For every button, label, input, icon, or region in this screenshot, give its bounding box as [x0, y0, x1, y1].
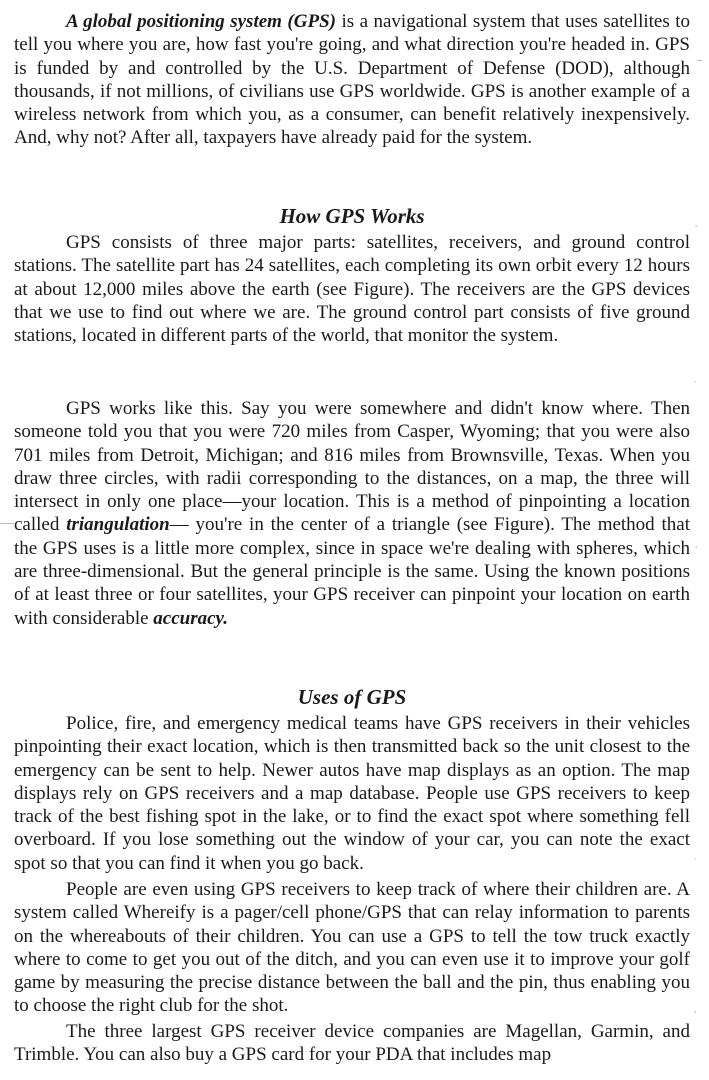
paragraph-text: GPS works like this. Say you were somewhere and didn't know where. Then someone told you that you were 720 miles from Casper, Wyoming; that you were also 701 miles from Detroit, Michigan; and 816 miles from Brownsville, Texas. When you draw three circles, with radii corresponding to the distances, on a map, the three will intersect in only one place—your location. This is a method of pinpointing a location called [14, 398, 690, 536]
scan-artifact [0, 523, 14, 524]
intro-term: A global positioning system (GPS) [66, 11, 336, 32]
term-accuracy: accuracy. [153, 607, 229, 629]
scan-speck: ' [695, 545, 698, 554]
paragraph-text: — you're in the center of a triangle (see Figure). The method that the GPS uses is a little more complex, since in space we're dealing with spheres, which are three-dimensional. But the general principle is the same. Using the known positions of at least three or four satellites, your GPS receiver can pinpoint your location on earth with considerable [14, 514, 691, 629]
term-triangulation: triangulation [66, 514, 170, 536]
how-gps-works-paragraph-1: GPS consists of three major parts: satellites, receivers, and ground control stations. The satellite part has 24 satellites, each completing its own orbit every 12 hours at about 12,000 miles above the earth (see Figure). The receivers are the GPS devices that we use to find out where we are. The ground control part consists of five ground stations, located in different parts of the world, that monitor the system. [14, 232, 690, 347]
uses-of-gps-paragraph-3: The three largest GPS receiver device companies are Magellan, Garmin, and Trimble. You can also buy a GPS card for your PDA that includes map [14, 1021, 690, 1066]
intro-paragraph [14, 10, 690, 150]
how-gps-works-paragraph-2 [14, 397, 690, 630]
section-heading-uses-of-gps: Uses of GPS [297, 685, 407, 709]
scan-speck: ' [695, 224, 698, 233]
scan-speck: · [694, 855, 697, 864]
intro-text: is a navigational system that uses satellites to tell you where you are, how fast you're going, and what direction you're headed in. GPS is funded by and controlled by the U.S. Department of Defense (DOD), although thousands, if not millions, of civilians use GPS worldwide. GPS is another example of a wireless network from which you, as a consumer, can benefit relatively inexpensively. And, why not? After all, taxpayers have already paid for the system. [14, 11, 690, 149]
scan-speck: · [694, 378, 697, 387]
uses-of-gps-paragraph-1: Police, fire, and emergency medical teams have GPS receivers in their vehicles pinpointing their exact location, which is then transmitted back so the unit closest to the emergency can be sent to help. Newer autos have map displays as an option. The map displays rely on GPS receivers and a map database. People use GPS receivers to keep track of the best fishing spot in the lake, or to find the exact spot where something fell overboard. If you lose something out the window of your car, you can note the exact spot so that you can find it when you go back. [14, 713, 690, 874]
section-heading-how-gps-works: How GPS Works [279, 204, 425, 228]
uses-of-gps-paragraph-2: People are even using GPS receivers to keep track of where their children are. A system called Whereify is a pager/cell phone/GPS that can relay information to parents on the whereabouts of their children. You can use a GPS to tell the tow truck exactly where to come to get you out of the ditch, and you can even use it to improve your golf game by measuring the precise distance between the ball and the pin, thus enabling you to choose the right club for the shot. [14, 879, 690, 1017]
scan-artifact [697, 60, 702, 61]
scan-speck: ' [694, 1010, 697, 1019]
